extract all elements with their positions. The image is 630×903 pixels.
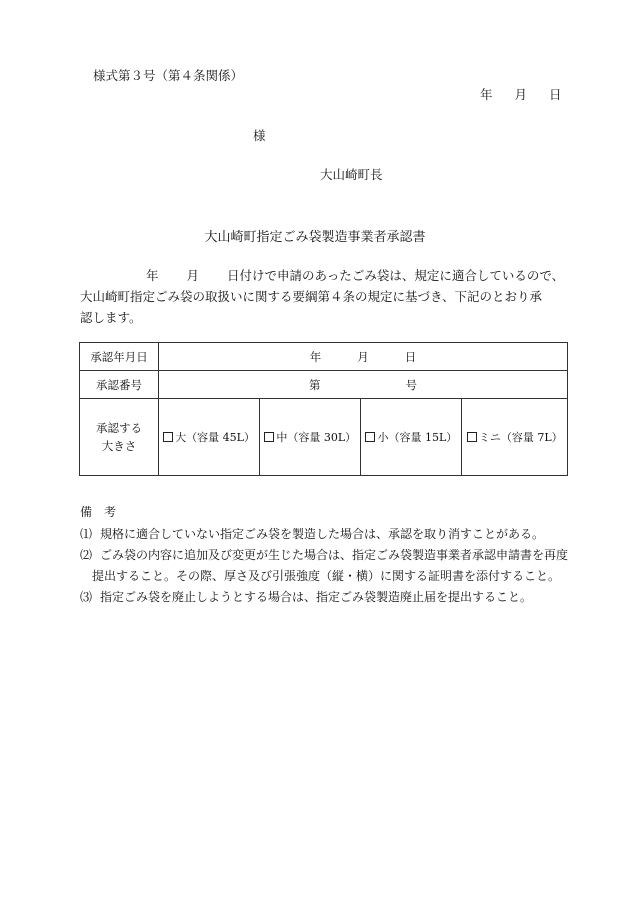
approval-size-label xyxy=(80,399,159,476)
body-line-1-rest: 日付けで申請のあったごみ袋は、規定に適合しているので、 xyxy=(227,268,565,283)
note-text: 規格に適合していない指定ごみ袋を製造した場合は、承認を取り消すことがある。 xyxy=(100,527,545,541)
addressee-suffix: 様 xyxy=(253,128,266,143)
size-option-medium[interactable] xyxy=(260,399,361,476)
approval-date-label: 承認年月日 xyxy=(80,343,159,371)
body-year: 年 xyxy=(146,268,159,283)
note-number: ⑴ xyxy=(80,527,93,541)
size-option-small-label: 小（容量 15L） xyxy=(377,431,458,444)
size-option-medium-label: 中（容量 30L） xyxy=(276,431,357,444)
issuer-name: 大山崎町長 xyxy=(320,167,383,182)
issue-date-line xyxy=(480,85,562,103)
size-option-mini[interactable] xyxy=(462,399,568,476)
note-item-2 xyxy=(80,545,568,566)
size-option-large-label: 大（容量 45L） xyxy=(175,431,255,444)
note-item-3 xyxy=(80,587,568,608)
body-text xyxy=(80,265,580,328)
approval-table xyxy=(79,342,568,476)
approval-number-field xyxy=(159,371,568,399)
notes-section xyxy=(80,502,568,608)
table-row-number xyxy=(80,371,568,399)
form-number: 様式第３号（第４条関係） xyxy=(93,68,244,83)
size-option-mini-label: ミニ（容量 7L） xyxy=(478,431,563,444)
date-day: 日 xyxy=(549,87,562,102)
checkbox-icon[interactable] xyxy=(264,432,274,442)
table-row-size xyxy=(80,399,568,476)
body-month: 月 xyxy=(186,268,200,283)
note-text: ごみ袋の内容に追加及び変更が生じた場合は、指定ごみ袋製造事業者承認申請書を再度 xyxy=(100,548,569,562)
notes-heading: 備 考 xyxy=(80,505,117,519)
size-option-small[interactable] xyxy=(361,399,462,476)
approval-date-month: 月 xyxy=(357,349,369,364)
date-month: 月 xyxy=(514,87,528,102)
date-year: 年 xyxy=(480,87,493,102)
note-text: 指定ごみ袋を廃止しようとする場合は、指定ごみ袋製造廃止届を提出すること。 xyxy=(100,590,533,604)
note-item-1 xyxy=(80,524,568,545)
note-item-2-continued: 提出すること。その際、厚さ及び引張強度（縦・横）に関する証明書を添付すること。 xyxy=(92,569,561,583)
checkbox-icon[interactable] xyxy=(467,432,477,442)
approval-number-label: 承認番号 xyxy=(80,371,159,399)
approval-number-suffix: 号 xyxy=(405,377,417,392)
checkbox-icon[interactable] xyxy=(163,432,173,442)
document-title: 大山崎町指定ごみ袋製造事業者承認書 xyxy=(204,230,426,245)
approval-date-field xyxy=(159,343,568,371)
body-line-2: 大山崎町指定ごみ袋の取扱いに関する要綱第４条の規定に基づき、下記のとおり承 xyxy=(80,289,543,304)
body-line-1 xyxy=(80,265,580,286)
size-label-line-1: 承認する xyxy=(96,421,142,435)
approval-date-year: 年 xyxy=(309,349,322,364)
body-line-3: 認します。 xyxy=(80,310,142,325)
note-number: ⑶ xyxy=(80,590,93,604)
size-label-line-2: 大きさ xyxy=(101,439,137,453)
note-number: ⑵ xyxy=(80,548,93,562)
approval-date-day: 日 xyxy=(404,349,417,364)
table-row-date xyxy=(80,343,568,371)
checkbox-icon[interactable] xyxy=(365,432,375,442)
size-option-large[interactable] xyxy=(159,399,260,476)
approval-number-prefix: 第 xyxy=(309,377,321,392)
